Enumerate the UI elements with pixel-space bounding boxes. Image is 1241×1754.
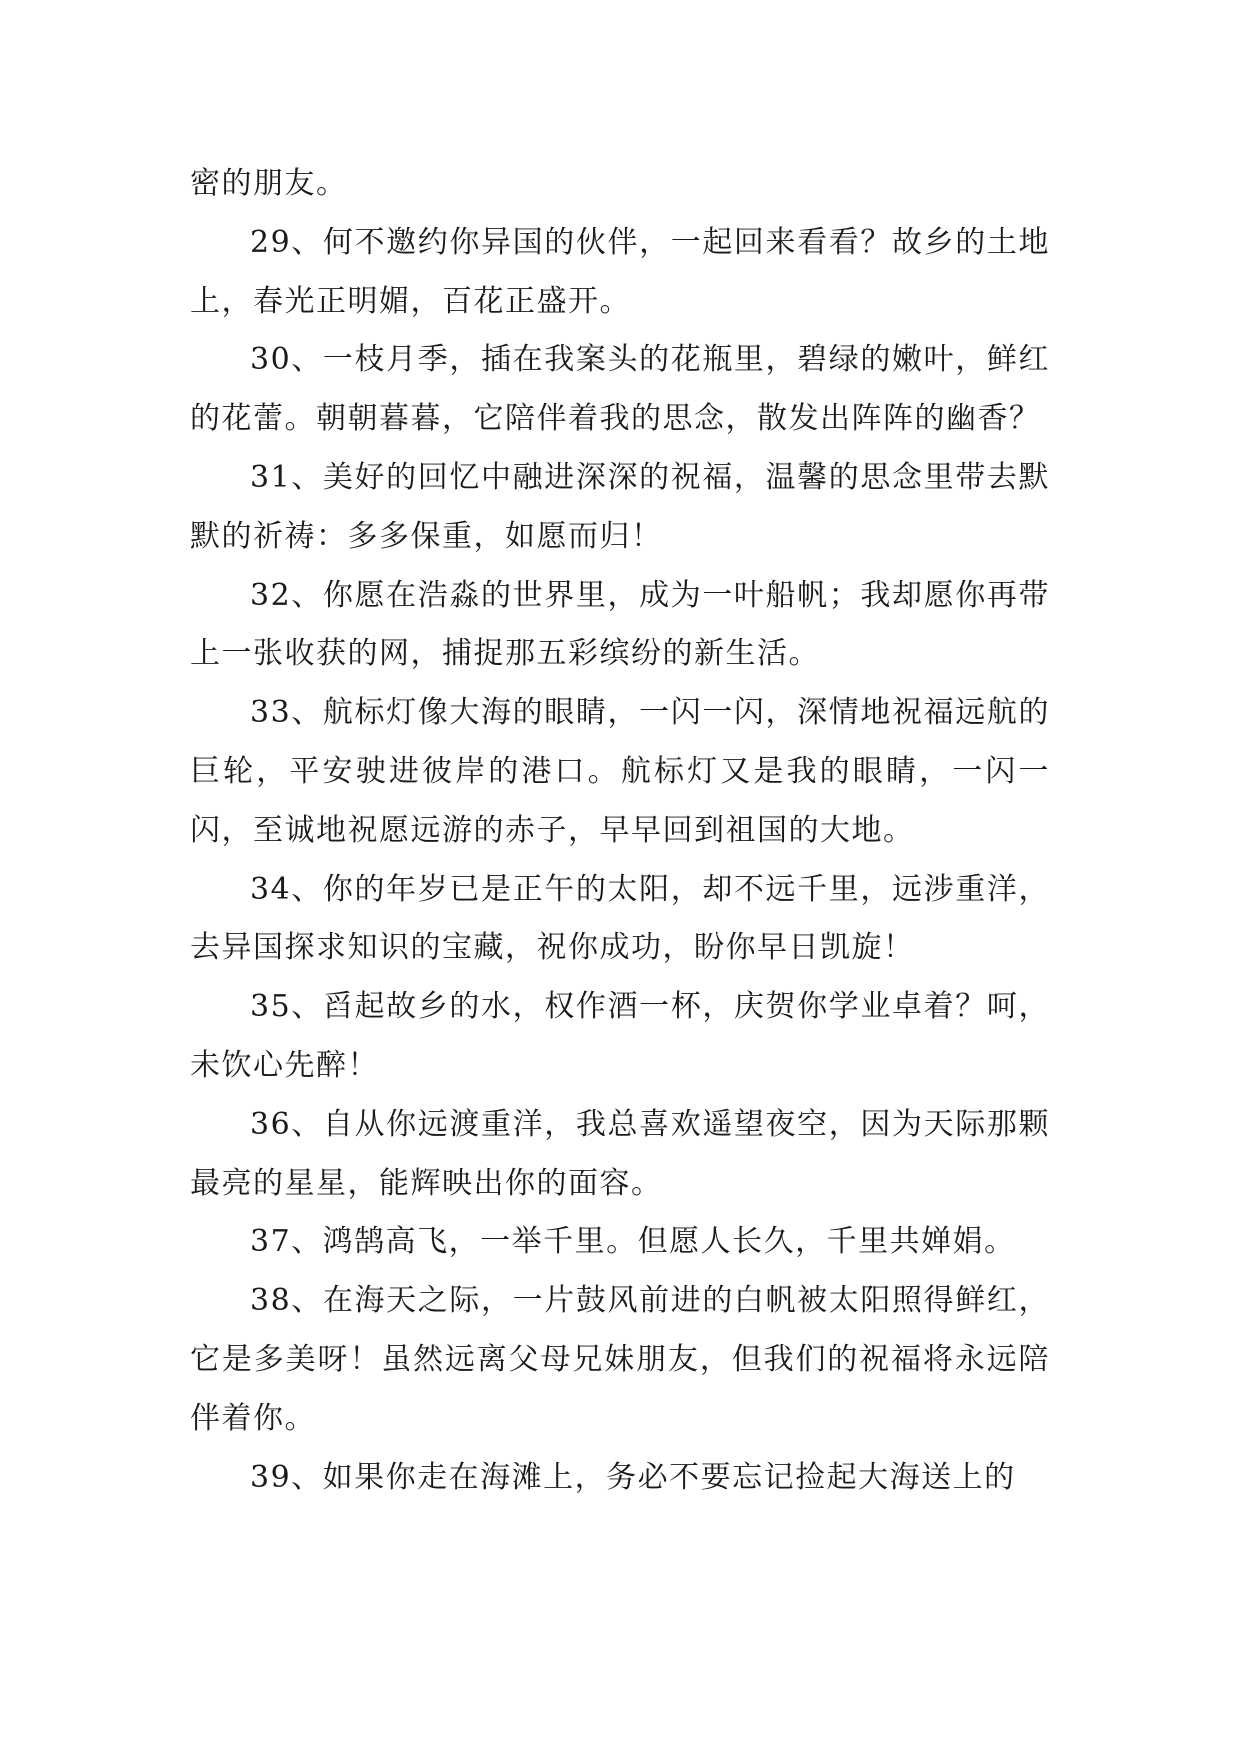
paragraph-38: 38、在海天之际，一片鼓风前进的白帆被太阳照得鲜红，它是多美呀！虽然远离父母兄妹朋友，但我们的祝福将永远陪伴着你。 (190, 1283, 1050, 1436)
paragraph-30: 30、一枝月季，插在我案头的花瓶里，碧绿的嫩叶，鲜红的花蕾。朝朝暮暮，它陪伴着我的思念，散发出阵阵的幽香？ (190, 342, 1050, 437)
paragraph-29: 29、何不邀约你异国的伙伴，一起回来看看？故乡的土地上，春光正明媚，百花正盛开。 (190, 224, 1050, 319)
paragraph-34: 34、你的年岁已是正午的太阳，却不远千里，远涉重洋，去异国探求知识的宝藏，祝你成功，盼你早日凯旋！ (190, 871, 1050, 966)
paragraph-33: 33、航标灯像大海的眼睛，一闪一闪，深情地祝福远航的巨轮，平安驶进彼岸的港口。航标灯又是我的眼睛，一闪一闪，至诚地祝愿远游的赤子，早早回到祖国的大地。 (190, 695, 1050, 848)
paragraph-36: 36、自从你远渡重洋，我总喜欢遥望夜空，因为天际那颗最亮的星星，能辉映出你的面容。 (190, 1106, 1050, 1201)
paragraph-39: 39、如果你走在海滩上，务必不要忘记捡起大海送上的 (250, 1459, 1016, 1495)
continuation-paragraph: 密的朋友。 (190, 166, 348, 201)
paragraph-32: 32、你愿在浩淼的世界里，成为一叶船帆；我却愿你再带上一张收获的网，捕捉那五彩缤纷的新生活。 (190, 577, 1050, 672)
paragraph-31: 31、美好的回忆中融进深深的祝福，温馨的思念里带去默默的祈祷：多多保重，如愿而归！ (190, 459, 1050, 554)
paragraph-35: 35、舀起故乡的水，权作酒一杯，庆贺你学业卓着？呵，未饮心先醉！ (190, 989, 1050, 1083)
paragraph-37: 37、鸿鹄高飞，一举千里。但愿人长久，千里共婵娟。 (250, 1224, 1016, 1260)
document-body (190, 155, 1050, 1507)
